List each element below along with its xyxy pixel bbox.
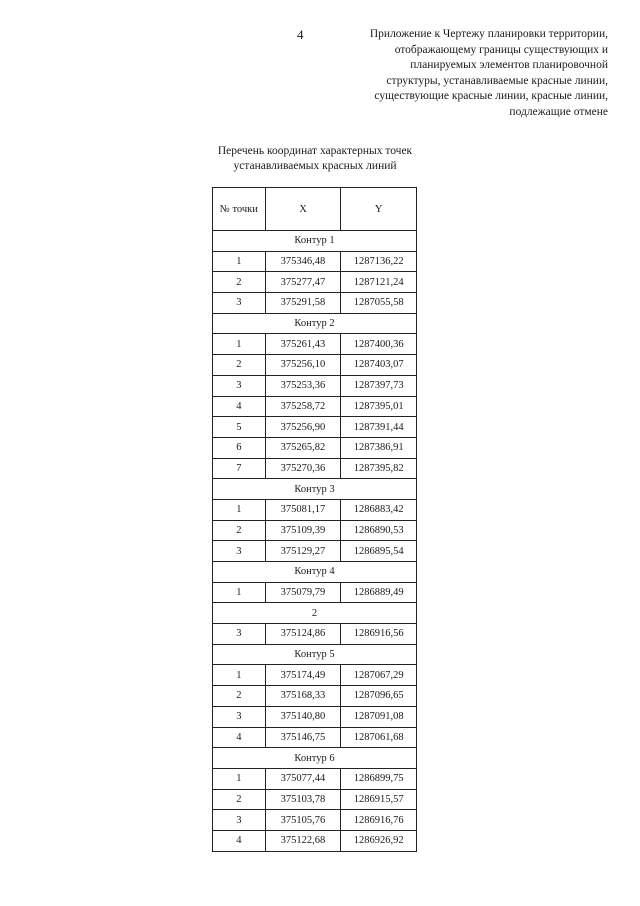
section-label: Контур 1 (213, 231, 417, 252)
y-coordinate-cell: 1287055,58 (341, 293, 417, 314)
point-number-cell: 3 (213, 375, 266, 396)
header-point-number: № точки (213, 188, 266, 231)
x-coordinate-cell: 375291,58 (265, 293, 341, 314)
table-row (213, 541, 417, 562)
table-row (213, 727, 417, 748)
point-number-cell: 1 (213, 665, 266, 686)
header-y: Y (341, 188, 417, 231)
point-number-cell: 4 (213, 727, 266, 748)
x-coordinate-cell: 375146,75 (265, 727, 341, 748)
table-header-row (213, 188, 417, 231)
table-row (213, 789, 417, 810)
section-row (213, 603, 417, 624)
x-coordinate-cell: 375077,44 (265, 768, 341, 789)
x-coordinate-cell: 375265,82 (265, 437, 341, 458)
x-coordinate-cell: 375270,36 (265, 458, 341, 479)
y-coordinate-cell: 1286915,57 (341, 789, 417, 810)
y-coordinate-cell: 1287403,07 (341, 355, 417, 376)
x-coordinate-cell: 375258,72 (265, 396, 341, 417)
y-coordinate-cell: 1286890,53 (341, 520, 417, 541)
point-number-cell: 6 (213, 437, 266, 458)
section-label: Контур 5 (213, 644, 417, 665)
x-coordinate-cell: 375256,10 (265, 355, 341, 376)
x-coordinate-cell: 375105,76 (265, 810, 341, 831)
table-row (213, 582, 417, 603)
y-coordinate-cell: 1286899,75 (341, 768, 417, 789)
list-title-line: устанавливаемых красных линий (233, 160, 397, 172)
table-row (213, 810, 417, 831)
page-number: 4 (297, 27, 304, 42)
point-number-cell: 2 (213, 789, 266, 810)
point-number-cell: 2 (213, 355, 266, 376)
point-number-cell: 7 (213, 458, 266, 479)
table-row (213, 686, 417, 707)
header-line: отображающему границы существующих и (394, 43, 608, 56)
x-coordinate-cell: 375261,43 (265, 334, 341, 355)
y-coordinate-cell: 1287096,65 (341, 686, 417, 707)
header-line: существующие красные линии, красные линии, (374, 90, 608, 103)
point-number-cell: 3 (213, 293, 266, 314)
section-label: 2 (213, 603, 417, 624)
table-row (213, 396, 417, 417)
table-body (213, 231, 417, 852)
x-coordinate-cell: 375253,36 (265, 375, 341, 396)
table-row (213, 417, 417, 438)
point-number-cell: 3 (213, 810, 266, 831)
section-label: Контур 2 (213, 313, 417, 334)
x-coordinate-cell: 375346,48 (265, 251, 341, 272)
x-coordinate-cell: 375256,90 (265, 417, 341, 438)
appendix-header (308, 27, 608, 121)
point-number-cell: 1 (213, 582, 266, 603)
x-coordinate-cell: 375168,33 (265, 686, 341, 707)
y-coordinate-cell: 1287061,68 (341, 727, 417, 748)
table-row (213, 665, 417, 686)
y-coordinate-cell: 1287121,24 (341, 272, 417, 293)
table-row (213, 251, 417, 272)
x-coordinate-cell: 375122,68 (265, 830, 341, 851)
y-coordinate-cell: 1287400,36 (341, 334, 417, 355)
point-number-cell: 3 (213, 541, 266, 562)
x-coordinate-cell: 375109,39 (265, 520, 341, 541)
y-coordinate-cell: 1287091,08 (341, 706, 417, 727)
point-number-cell: 2 (213, 686, 266, 707)
y-coordinate-cell: 1286883,42 (341, 499, 417, 520)
x-coordinate-cell: 375140,80 (265, 706, 341, 727)
x-coordinate-cell: 375129,27 (265, 541, 341, 562)
section-row (213, 562, 417, 583)
y-coordinate-cell: 1286895,54 (341, 541, 417, 562)
header-line: Приложение к Чертежу планировки территории, (369, 28, 608, 40)
section-row (213, 231, 417, 252)
table-row (213, 272, 417, 293)
table-row (213, 830, 417, 851)
table-row (213, 355, 417, 376)
section-row (213, 479, 417, 500)
point-number-cell: 1 (213, 251, 266, 272)
header-line: подлежащие отмене (509, 105, 608, 118)
point-number-cell: 2 (213, 272, 266, 293)
point-number-cell: 3 (213, 706, 266, 727)
header-x: X (265, 188, 341, 231)
section-label: Контур 3 (213, 479, 417, 500)
y-coordinate-cell: 1286916,76 (341, 810, 417, 831)
x-coordinate-cell: 375174,49 (265, 665, 341, 686)
y-coordinate-cell: 1286926,92 (341, 830, 417, 851)
y-coordinate-cell: 1286916,56 (341, 624, 417, 645)
point-number-cell: 4 (213, 830, 266, 851)
x-coordinate-cell: 375081,17 (265, 499, 341, 520)
x-coordinate-cell: 375277,47 (265, 272, 341, 293)
coordinates-table (212, 187, 417, 852)
point-number-cell: 3 (213, 624, 266, 645)
section-row (213, 313, 417, 334)
y-coordinate-cell: 1287386,91 (341, 437, 417, 458)
y-coordinate-cell: 1286889,49 (341, 582, 417, 603)
y-coordinate-cell: 1287395,01 (341, 396, 417, 417)
table-row (213, 293, 417, 314)
section-label: Контур 6 (213, 748, 417, 769)
y-coordinate-cell: 1287391,44 (341, 417, 417, 438)
x-coordinate-cell: 375124,86 (265, 624, 341, 645)
x-coordinate-cell: 375103,78 (265, 789, 341, 810)
y-coordinate-cell: 1287067,29 (341, 665, 417, 686)
point-number-cell: 5 (213, 417, 266, 438)
table-row (213, 624, 417, 645)
table-row (213, 437, 417, 458)
x-coordinate-cell: 375079,79 (265, 582, 341, 603)
point-number-cell: 1 (213, 768, 266, 789)
point-number-cell: 1 (213, 334, 266, 355)
list-title-line: Перечень координат характерных точек (217, 145, 413, 157)
table-row (213, 334, 417, 355)
table-row (213, 520, 417, 541)
list-title (190, 144, 440, 174)
section-row (213, 748, 417, 769)
table-row (213, 375, 417, 396)
table-row (213, 458, 417, 479)
table-row (213, 706, 417, 727)
point-number-cell: 2 (213, 520, 266, 541)
table-row (213, 768, 417, 789)
point-number-cell: 1 (213, 499, 266, 520)
table-row (213, 499, 417, 520)
header-line: структуры, устанавливаемые красные линии, (386, 74, 608, 87)
y-coordinate-cell: 1287136,22 (341, 251, 417, 272)
section-row (213, 644, 417, 665)
point-number-cell: 4 (213, 396, 266, 417)
y-coordinate-cell: 1287395,82 (341, 458, 417, 479)
header-line: планируемых элементов планировочной (410, 59, 608, 72)
section-label: Контур 4 (213, 562, 417, 583)
y-coordinate-cell: 1287397,73 (341, 375, 417, 396)
